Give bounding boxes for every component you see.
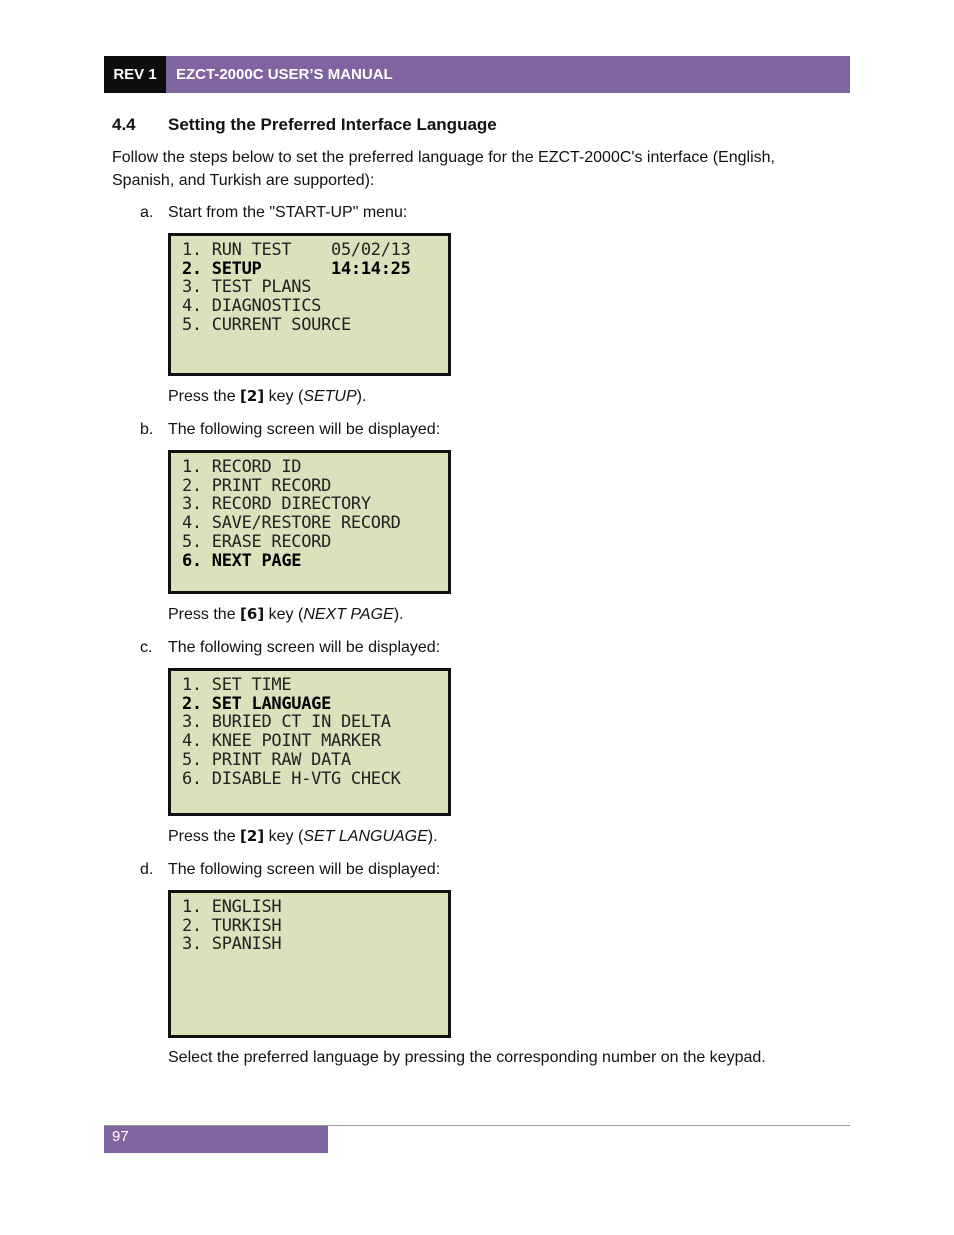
lcd-line-highlighted: 6. NEXT PAGE (182, 550, 302, 571)
press-text: Press the (168, 388, 241, 405)
lcd-line: 3. RECORD DIRECTORY (182, 494, 371, 515)
lcd-line: 2. TURKISH (182, 915, 282, 936)
section-heading (112, 115, 497, 135)
lcd-line: 5. PRINT RAW DATA (182, 749, 351, 770)
press-text: ). (427, 828, 438, 845)
key-name: SET LANGUAGE (303, 828, 428, 845)
lcd-line: 4. KNEE POINT MARKER (182, 731, 381, 752)
press-text: Press the (168, 828, 241, 845)
lcd-line: 5. CURRENT SOURCE (182, 314, 351, 335)
key-label: [2] (240, 387, 265, 405)
intro-paragraph: Follow the steps below to set the preferred language for the EZCT-2000C's interface (English, Spanish, and Turkish are supported): (112, 149, 775, 189)
key-label: [6] (240, 605, 265, 623)
press-text: ). (393, 606, 404, 623)
page-number: 97 (104, 1126, 328, 1153)
section-title: Setting the Preferred Interface Language (168, 115, 497, 134)
final-instruction: Select the preferred language by pressing the corresponding number on the keypad. (168, 1049, 766, 1066)
press-instruction-a (168, 387, 366, 406)
lcd-line: 3. SPANISH (182, 934, 282, 955)
step-text: The following screen will be displayed: (168, 861, 441, 878)
lcd-line: 1. ENGLISH (182, 897, 282, 917)
lcd-line: 3. TEST PLANS (182, 277, 312, 298)
lcd-line: 1. RECORD ID (182, 457, 302, 477)
lcd-line-highlighted: 2. SETUP 14:14:25 (182, 258, 411, 279)
step-text: The following screen will be displayed: (168, 639, 441, 656)
key-name: SETUP (303, 388, 357, 405)
lcd-line: 4. DIAGNOSTICS (182, 296, 322, 317)
press-instruction-b (168, 605, 403, 624)
lcd-screen-setup-page2 (168, 668, 451, 816)
key-name: NEXT PAGE (303, 606, 394, 623)
step-letter: d. (140, 861, 154, 878)
section-number: 4.4 (112, 115, 136, 134)
press-text: key ( (264, 828, 304, 845)
step-text: Start from the "START-UP" menu: (168, 204, 408, 221)
lcd-line: 1. SET TIME (182, 675, 292, 695)
press-text: ). (356, 388, 367, 405)
lcd-screen-startup (168, 233, 451, 376)
step-letter: c. (140, 639, 153, 656)
lcd-screen-setup (168, 450, 451, 594)
revision-label: REV 1 (104, 56, 166, 93)
press-text: Press the (168, 606, 241, 623)
press-text: key ( (264, 388, 304, 405)
press-text: key ( (264, 606, 304, 623)
press-instruction-c (168, 827, 438, 846)
lcd-line: 3. BURIED CT IN DELTA (182, 712, 391, 733)
lcd-line: 2. PRINT RECORD (182, 475, 332, 496)
lcd-line-highlighted: 2. SET LANGUAGE (182, 693, 332, 714)
lcd-line: 4. SAVE/RESTORE RECORD (182, 513, 401, 534)
lcd-screen-language (168, 890, 451, 1038)
lcd-line: 5. ERASE RECORD (182, 531, 332, 552)
lcd-line: 6. DISABLE H-VTG CHECK (182, 768, 401, 789)
step-letter: b. (140, 421, 154, 438)
manual-title: EZCT-2000C USER’S MANUAL (166, 56, 850, 93)
step-text: The following screen will be displayed: (168, 421, 441, 438)
page-header (104, 56, 850, 93)
step-letter: a. (140, 204, 154, 221)
lcd-line: 1. RUN TEST 05/02/13 (182, 240, 411, 260)
key-label: [2] (240, 827, 265, 845)
